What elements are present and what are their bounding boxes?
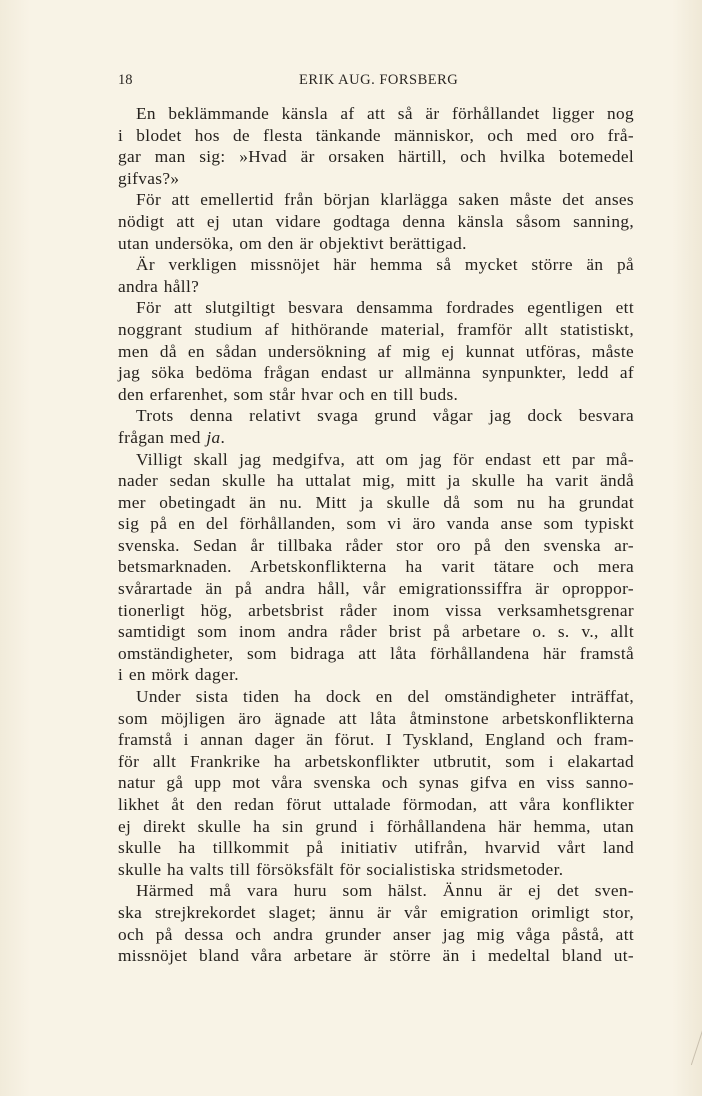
running-head: ERIK AUG. FORSBERG — [299, 72, 459, 88]
paragraph — [118, 686, 634, 880]
text-line: men då en sådan undersökning af mig ej kunnat utföras, måste — [118, 341, 634, 361]
emphasized-word: ja — [206, 427, 221, 447]
text-line: svenska. Sedan år tillbaka råder stor oro på den svenska ar- — [118, 535, 634, 555]
text-line: För att slutgiltigt besvara densamma fordrades egentligen ett — [136, 298, 634, 318]
text-line: gar man sig: »Hvad är orsaken härtill, och hvilka botemedel — [118, 147, 634, 167]
text-line: Härmed må vara huru som hälst. Ännu är ej det sven- — [136, 881, 634, 901]
text-line: Är verkligen missnöjet här hemma så mycket större än på — [136, 255, 634, 275]
text-line: omständigheter, som bidraga att låta förhållandena här framstå — [118, 643, 634, 663]
paper-edge-mark — [691, 1027, 702, 1065]
text-line: framstå i annan dager än förut. I Tyskland, England och fram- — [118, 730, 634, 750]
text-line: Villigt skall jag medgifva, att om jag för endast ett par må- — [136, 449, 634, 469]
text-line: En beklämmande känsla af att så är förhållandet ligger nog — [136, 104, 634, 123]
text-line: tionerligt hög, arbetsbrist råder inom vissa verksamhetsgrenar — [118, 600, 634, 620]
text-line: sig på en del förhållanden, som vi äro vanda anse som typiskt — [118, 514, 634, 534]
paragraph — [118, 189, 634, 254]
text-line — [118, 427, 634, 449]
text-line: Trots denna relativt svaga grund vågar jag dock besvara — [136, 406, 634, 426]
text-line: och på dessa och andra grunder anser jag mig våga påstå, att — [118, 924, 634, 944]
text-line: Under sista tiden ha dock en del omständigheter inträffat, — [136, 687, 634, 707]
text-line: i blodet hos de flesta tänkande människor, och med oro frå- — [118, 125, 634, 145]
text-line: likhet åt den redan förut uttalade förmodan, att våra konflikter — [118, 795, 634, 814]
body-text — [118, 103, 634, 967]
text-line: ska strejkrekordet slaget; ännu är vår emigration orimligt stor, — [118, 902, 634, 922]
text-line: som möjligen äro ägnade att låta åtminstone arbetskonflikterna — [118, 708, 634, 728]
page-number: 18 — [118, 72, 133, 88]
text-line: den erfarenhet, som står hvar och en till buds. — [118, 384, 459, 404]
text-line: ej direkt skulle ha sin grund i förhållandena här hemma, utan — [118, 816, 634, 836]
text-line: utan undersöka, om den är objektivt berättigad. — [118, 233, 467, 253]
text-line: För att emellertid från början klarlägga saken måste det anses — [136, 190, 634, 210]
text-line: för allt Frankrike ha arbetskonflikter utbrutit, som i elakartad — [118, 751, 634, 771]
text-line: skulle ha tillkommit på initiativ utifrån, hvarvid vårt land — [118, 838, 634, 858]
text-line: missnöjet bland våra arbetare är större än i medeltal bland ut- — [118, 946, 634, 966]
text-line: gifvas?» — [118, 168, 180, 188]
text-line: nader sedan skulle ha uttalat mig, mitt ja skulle ha varit ändå — [118, 471, 634, 491]
text-line: skulle ha valts till försöksfält för socialistiska stridsmetoder. — [118, 859, 564, 879]
text-line: andra håll? — [118, 276, 200, 296]
paragraph — [118, 254, 634, 297]
paragraph — [118, 297, 634, 405]
text-line: samtidigt som inom andra råder brist på arbetare o. s. v., allt — [118, 622, 634, 642]
text-line: i en mörk dager. — [118, 665, 239, 685]
text-segment: frågan med — [118, 427, 207, 447]
page-header — [118, 72, 588, 92]
text-line: jag söka bedöma frågan endast ur allmänna synpunkter, ledd af — [118, 363, 634, 383]
text-line: betsmarknaden. Arbetskonflikterna ha varit tätare och mera — [118, 557, 634, 577]
paragraph — [118, 880, 634, 966]
text-segment: . — [220, 427, 226, 447]
paragraph — [118, 103, 634, 189]
text-line: natur gå upp mot våra svenska och synas gifva en viss sanno- — [118, 773, 634, 793]
text-line: noggrant studium af hithörande material, framför allt statistiskt, — [118, 319, 634, 339]
paragraph — [118, 449, 634, 687]
text-line: nödigt att ej utan vidare godtaga denna känsla såsom sanning, — [118, 211, 634, 231]
text-line: svårartade än på andra håll, vår emigrationssiffra är oproppor- — [118, 579, 634, 599]
text-line: mer obetingadt än nu. Mitt ja skulle då som nu ha grundat — [118, 492, 634, 512]
paragraph — [118, 405, 634, 448]
